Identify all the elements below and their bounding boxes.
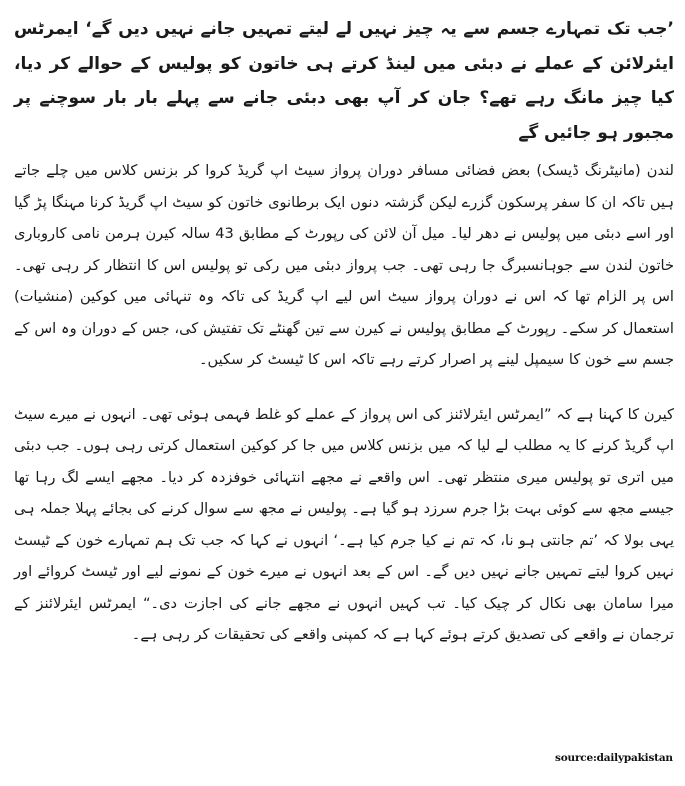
article-container	[14, 12, 674, 651]
source-credit: source:dailypakistan	[555, 752, 673, 764]
article-paragraph-2: کیرن کا کہنا ہے کہ ”ایمرٹس ایئرلائنز کی اس پرواز کے عملے کو غلط فہمی ہوئی تھی۔ انہوں نے میرے سیٹ اپ گریڈ کرنے کا یہ مطلب لے لیا کہ میں بزنس کلاس میں جا کر کوکین استعمال کرتی رہی ہوں۔ جب دبئی میں اتری تو پولیس میری منتظر تھی۔ اس واقعے نے مجھے انتہائی خوفزدہ کر دیا۔ مجھے ایسے لگ رہا تھا جیسے مجھ سے کوئی بہت بڑا جرم سرزد ہو گیا ہے۔ پولیس نے مجھ سے سوال کرنے کی بجائے پہلا جملہ ہی یہی بولا کہ ’تم جانتی ہو نا، کہ تم نے کیا جرم کیا ہے۔‘ انہوں نے کہا کہ جب تک ہم تمہارے خون کے ٹیسٹ نہیں کروا لیتے تمہیں جانے نہیں دیں گے۔ اس کے بعد انہوں نے میرے خون کے نمونے لیے اور ٹیسٹ کروائے اور میرا سامان بھی نکال کر چیک کیا۔ تب کہیں انہوں نے مجھے جانے کی اجازت دی۔“ ایمرٹس ایئرلائنز کے ترجمان نے واقعے کی تصدیق کرتے ہوئے کہا ہے کہ کمپنی واقعے کی تحقیقات کر رہی ہے۔	[14, 405, 674, 643]
article-paragraph-1: لندن (مانیٹرنگ ڈیسک) بعض فضائی مسافر دوران پرواز سیٹ اپ گریڈ کروا کر بزنس کلاس میں چلے جاتے ہیں تاکہ ان کا سفر پرسکون گزرے لیکن گزشتہ دنوں ایک برطانوی خاتون کو سیٹ اپ گریڈ کرنا مہنگا پڑ گیا اور اسے دبئی میں پولیس نے دھر لیا۔ میل آن لائن کی رپورٹ کے مطابق 43 سالہ کیرن ہرمن نامی کاروباری خاتون لندن سے جوہانسبرگ جا رہی تھی۔ جب پرواز دبئی میں رکی تو پولیس اس کا انتظار کر رہی تھی۔ اس پر الزام تھا کہ اس نے دوران پرواز سیٹ اس لیے اپ گریڈ کی تاکہ وہ تنہائی میں کوکین (منشیات) استعمال کر سکے۔ رپورٹ کے مطابق پولیس نے کیرن سے تین گھنٹے تک تفتیش کی، جس کے دوران وہ اس کے جسم سے خون کا سیمپل لینے پر اصرار کرتے رہے تاکہ اس کا ٹیسٹ کر سکیں۔	[14, 162, 674, 368]
article-headline: ’جب تک تمہارے جسم سے یہ چیز نہیں لے لیتے تمہیں جانے نہیں دیں گے‘ ایمرٹس ایئرلائن کے عملے نے دبئی میں لینڈ کرتے ہی خاتون کو پولیس کے حوالے کر دیا، کیا چیز مانگ رہے تھے؟ جان کر آپ بھی دبئی جانے سے پہلے بار بار سوچنے پر مجبور ہو جائیں گے	[14, 19, 674, 143]
